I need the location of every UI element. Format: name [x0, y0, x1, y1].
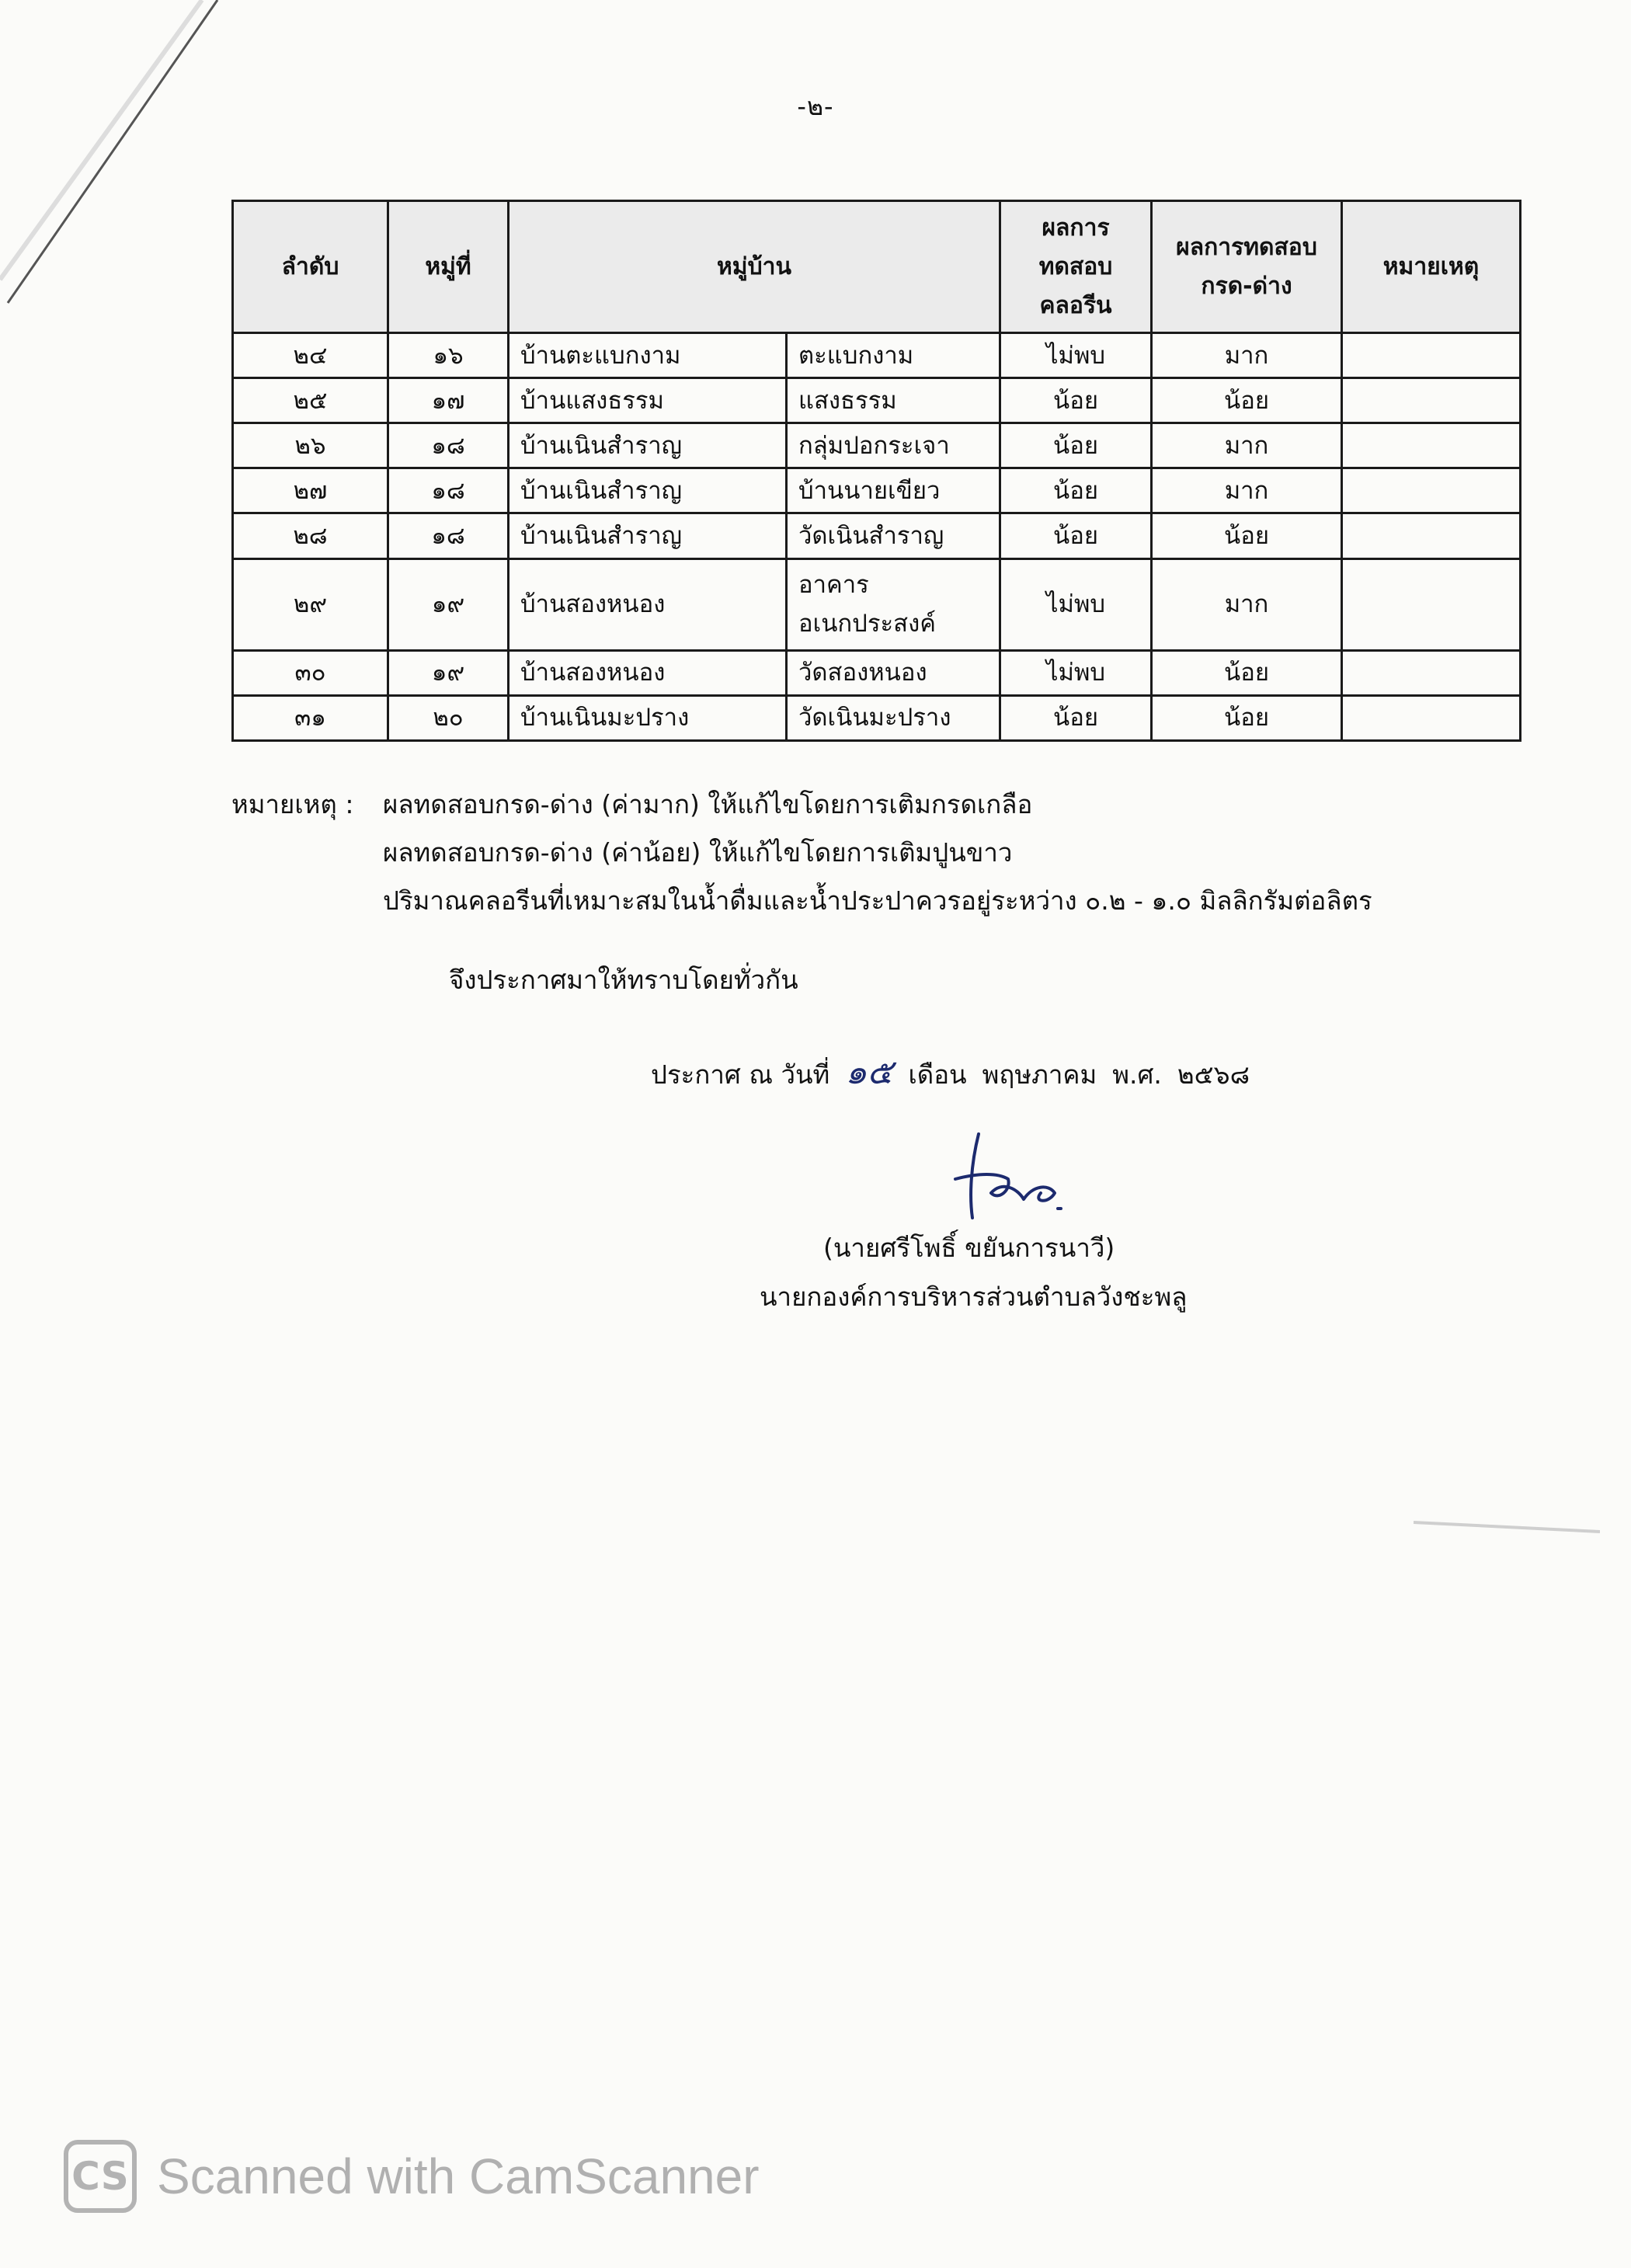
camscanner-logo-icon: CS: [64, 2140, 137, 2213]
table-header-row: [233, 201, 1521, 333]
table-row: [233, 378, 1521, 423]
announcement-date: [651, 1045, 1250, 1099]
cell-remarks: [1342, 513, 1521, 558]
table-row: [233, 513, 1521, 558]
cell-remarks: [1342, 650, 1521, 695]
cell-moo: ๒๐: [388, 695, 509, 740]
cell-chlorine: ไม่พบ: [1000, 333, 1152, 378]
cell-chlorine: น้อย: [1000, 378, 1152, 423]
table-row: [233, 423, 1521, 468]
cell-remarks: [1342, 333, 1521, 378]
date-prefix: ประกาศ ณ วันที่: [651, 1059, 830, 1090]
cell-remarks: [1342, 423, 1521, 468]
cell-moo: ๑๗: [388, 378, 509, 423]
note-line: ปริมาณคลอรีนที่เหมาะสมในน้ำดื่มและน้ำประปาควรอยู่ระหว่าง ๐.๒ - ๑.๐ มิลลิกรัมต่อลิตร: [383, 885, 1372, 916]
cell-chlorine: น้อย: [1000, 423, 1152, 468]
date-year: ๒๕๖๘: [1177, 1059, 1250, 1090]
page-number: -๒-: [797, 92, 834, 121]
cell-location: วัดเนินสำราญ: [787, 513, 1000, 558]
cell-order: ๓๑: [233, 695, 388, 740]
cell-acid-base: มาก: [1152, 468, 1342, 513]
cell-acid-base: น้อย: [1152, 513, 1342, 558]
cell-acid-base: น้อย: [1152, 695, 1342, 740]
cell-order: ๒๖: [233, 423, 388, 468]
table-row: [233, 558, 1521, 650]
table-row: [233, 468, 1521, 513]
cell-order: ๒๘: [233, 513, 388, 558]
cell-village: บ้านเนินมะปราง: [509, 695, 787, 740]
cell-order: ๒๔: [233, 333, 388, 378]
cell-order: ๓๐: [233, 650, 388, 695]
cell-chlorine: น้อย: [1000, 695, 1152, 740]
cell-village: บ้านสองหนอง: [509, 558, 787, 650]
cell-moo: ๑๙: [388, 558, 509, 650]
cell-village: บ้านเนินสำราญ: [509, 513, 787, 558]
signature-image: [924, 1118, 1095, 1227]
cell-acid-base: มาก: [1152, 423, 1342, 468]
note-line: ผลทดสอบกรด-ด่าง (ค่ามาก) ให้แก้ไขโดยการเติมกรดเกลือ: [383, 789, 1033, 819]
signer-title: นายกองค์การบริหารส่วนตำบลวังชะพลู: [760, 1282, 1188, 1312]
cell-moo: ๑๘: [388, 423, 509, 468]
cell-location: วัดเนินมะปราง: [787, 695, 1000, 740]
cell-location: แสงธรรม: [787, 378, 1000, 423]
date-month: พฤษภาคม: [982, 1059, 1097, 1090]
cell-acid-base: น้อย: [1152, 650, 1342, 695]
cell-location: บ้านนายเขียว: [787, 468, 1000, 513]
signer-name: (นายศรีโพธิ์ ขยันการนาวี): [823, 1233, 1115, 1263]
cell-village: บ้านแสงธรรม: [509, 378, 787, 423]
cell-chlorine: น้อย: [1000, 468, 1152, 513]
table-row: [233, 650, 1521, 695]
scan-smudge: [1414, 1515, 1600, 1538]
watermark-text: Scanned with CamScanner: [157, 2148, 760, 2204]
cell-village: บ้านสองหนอง: [509, 650, 787, 695]
header-moo: หมู่ที่: [388, 201, 509, 333]
cell-order: ๒๗: [233, 468, 388, 513]
cell-village: บ้านเนินสำราญ: [509, 468, 787, 513]
cell-chlorine: ไม่พบ: [1000, 650, 1152, 695]
date-year-label: พ.ศ.: [1112, 1059, 1162, 1090]
remarks-notes: [231, 781, 1372, 925]
cell-order: ๒๕: [233, 378, 388, 423]
header-remarks: หมายเหตุ: [1342, 201, 1521, 333]
camscanner-watermark: [64, 2140, 760, 2213]
cell-moo: ๑๖: [388, 333, 509, 378]
water-test-results-table: [231, 200, 1521, 742]
cell-location: กลุ่มปอกระเจา: [787, 423, 1000, 468]
date-month-label: เดือน: [908, 1059, 967, 1090]
cell-remarks: [1342, 695, 1521, 740]
cell-moo: ๑๙: [388, 650, 509, 695]
cell-acid-base: มาก: [1152, 333, 1342, 378]
header-order: ลำดับ: [233, 201, 388, 333]
cell-remarks: [1342, 558, 1521, 650]
cell-moo: ๑๘: [388, 513, 509, 558]
cell-moo: ๑๘: [388, 468, 509, 513]
cell-location: อาคาร อเนกประสงค์: [787, 558, 1000, 650]
table-row: [233, 695, 1521, 740]
notes-label: หมายเหตุ :: [231, 789, 354, 819]
table-row: [233, 333, 1521, 378]
cell-acid-base: น้อย: [1152, 378, 1342, 423]
cell-order: ๒๙: [233, 558, 388, 650]
cell-remarks: [1342, 378, 1521, 423]
note-line: ผลทดสอบกรด-ด่าง (ค่าน้อย) ให้แก้ไขโดยการเติมปูนขาว: [383, 837, 1013, 868]
cell-acid-base: มาก: [1152, 558, 1342, 650]
header-acid-base: ผลการทดสอบ กรด-ด่าง: [1152, 201, 1342, 333]
cell-chlorine: ไม่พบ: [1000, 558, 1152, 650]
cell-location: วัดสองหนอง: [787, 650, 1000, 695]
cell-remarks: [1342, 468, 1521, 513]
header-village: หมู่บ้าน: [509, 201, 1000, 333]
date-day: ๑๕: [845, 1052, 893, 1092]
closing-statement: จึงประกาศมาให้ทราบโดยทั่วกัน: [449, 965, 798, 995]
cell-village: บ้านเนินสำราญ: [509, 423, 787, 468]
header-chlorine: ผลการ ทดสอบ คลอรีน: [1000, 201, 1152, 333]
cell-chlorine: น้อย: [1000, 513, 1152, 558]
cell-village: บ้านตะแบกงาม: [509, 333, 787, 378]
cell-location: ตะแบกงาม: [787, 333, 1000, 378]
